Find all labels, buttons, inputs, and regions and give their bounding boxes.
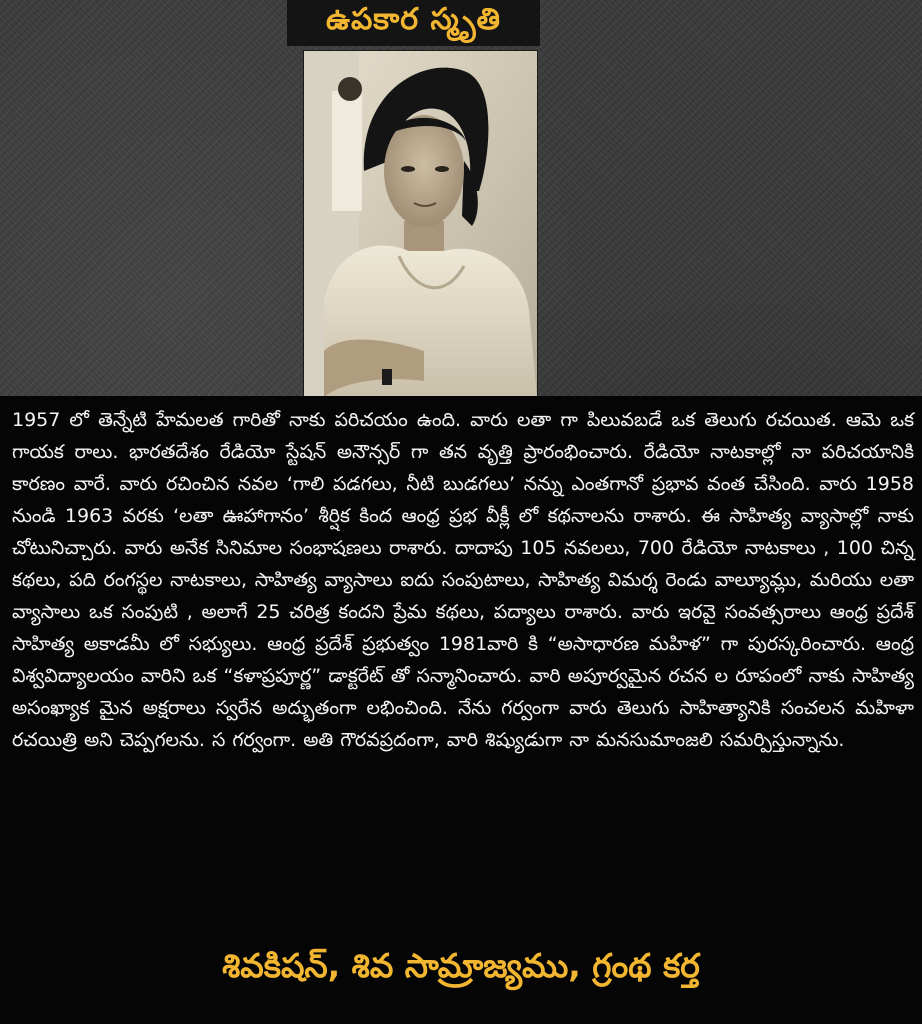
author-signature: శివకిషన్, శివ సామ్రాజ్యము, గ్రంథ కర్త	[222, 946, 700, 985]
title-banner	[287, 0, 540, 46]
article-body: 1957 లో తెన్నేటి హేమలత గారితో నాకు పరిచయం ఉంది. వారు లతా గా పిలువబడే ఒక తెలుగు రచయిత. ఆమె ఒక గాయక రాలు. భారతదేశం రేడియో స్టేషన్ అనౌన్సర్ గా తన వృత్తి ప్రారంభించారు. రేడియో నాటకాల్లో నా పరిచయానికి కారణం వారే. వారు రచించిన నవల ‘గాలి పడగలు, నీటి బుడగలు’ నన్ను ఎంతగానో ప్రభావ వంత చేసింది. వారు 1958 నుండి 1963 వరకు ‘లతా ఊహాగానం’ శీర్షిక కింద ఆంధ్ర ప్రభ వీక్లీ లో కథనాలను రాశారు. ఈ సాహిత్య వ్యాసాల్లో నాకు చోటునిచ్చారు. వారు అనేక సినిమాల సంభాషణలు రాశారు. దాదాపు 105 నవలలు, 700 రేడియో నాటకాలు , 100 చిన్న కథలు, పది రంగస్థల నాటకాలు, సాహిత్య వ్యాసాలు ఐదు సంపుటాలు, సాహిత్య విమర్శ రెండు వాల్యూమ్లు, మరియు లతా వ్యాసాలు ఒక సంపుటి , అలాగే 25 చరిత్ర కందని ప్రేమ కథలు, పద్యాలు రాశారు. వారు ఇరవై సంవత్సరాలు ఆంధ్ర ప్రదేశ్ సాహిత్య అకాడమీ లో సభ్యులు. ఆంధ్ర ప్రదేశ్ ప్రభుత్వం 1981వారి కి “అసాధారణ మహిళ” గా పురస్కరించారు. ఆంధ్ర విశ్వవిద్యాలయం వారిని ఒక “కళాప్రపూర్ణ” డాక్టరేట్ తో సన్మానించారు. వారి అపూర్వమైన రచన ల రూపంలో నాకు సాహిత్య అసంఖ్యాక మైన అక్షరాలు స్వరేన అద్భుతంగా లభించింది. నేను గర్వంగా వారు తెలుగు సాహిత్యానికి సంచలన మహిళా రచయిత్రి అని చెప్పగలను. స గర్వంగా. అతి గౌరవప్రదంగా, వారి శిష్యుడుగా నా మనసుమాంజలి సమర్పిస్తున్నాను.	[12, 409, 914, 751]
page-title: ఉపకార స్మృతి	[326, 2, 501, 37]
portrait-photo-icon	[304, 51, 537, 397]
portrait-photo	[303, 50, 538, 398]
